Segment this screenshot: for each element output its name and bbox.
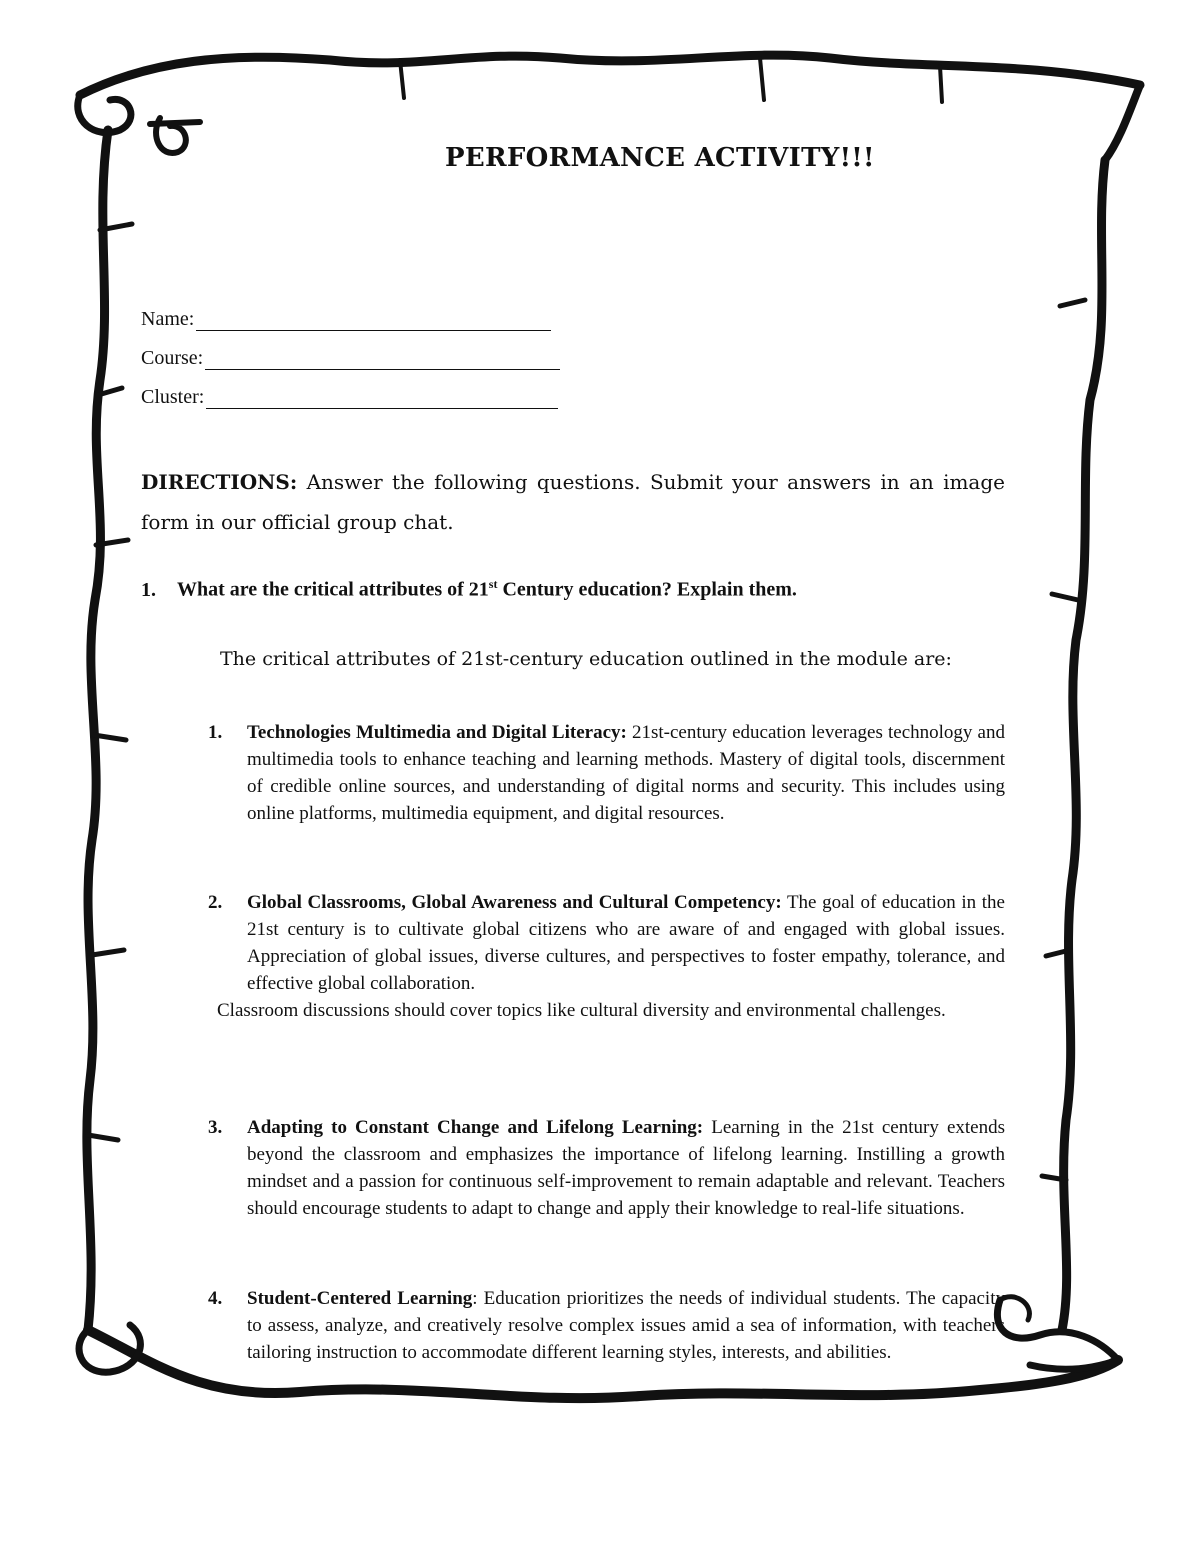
attribute-term: Global Classrooms, Global Awareness and Cultural Competency: — [247, 892, 782, 913]
directions — [141, 462, 1005, 542]
question-text-end: Century education? Explain them. — [497, 578, 797, 601]
attribute-number: 1. — [208, 722, 223, 743]
question-text: What are the critical attributes of 21 — [177, 578, 489, 601]
question-superscript: st — [488, 577, 498, 591]
attribute-item — [208, 1114, 1005, 1222]
attribute-term: Adapting to Constant Change and Lifelong Learning: — [247, 1117, 704, 1138]
directions-text: Answer the following questions. Submit your answers in an image form in our official group chat. — [141, 470, 1005, 534]
attribute-item — [208, 1285, 1005, 1366]
page-title: PERFORMANCE ACTIVITY!!! — [445, 143, 875, 173]
attribute-number: 3. — [208, 1117, 223, 1138]
directions-label: DIRECTIONS: — [141, 470, 298, 494]
attribute-item — [208, 889, 1005, 1024]
attribute-number: 4. — [208, 1288, 223, 1309]
attribute-term: Technologies Multimedia and Digital Literacy: — [247, 722, 627, 743]
attribute-number: 2. — [208, 892, 223, 913]
cluster-label: Cluster: — [141, 386, 205, 408]
cluster-field[interactable] — [141, 386, 558, 409]
attribute-text: 21st-century education leverages technology and multimedia tools to enhance teaching and learning methods. Mastery of digital tools, discernment of credible online sources, and understanding of digital norms and security. This includes using online platforms, multimedia equipment, and digital resources. — [247, 722, 1005, 824]
attribute-text: The goal of education in the 21st century is to cultivate global citizens who are aware of and engaged with global issues. Appreciation of global issues, diverse cultures, and perspectives to foster empathy, tolerance, and effective global collaboration. — [247, 892, 1005, 994]
answer-intro: The critical attributes of 21st-century education outlined in the module are: — [220, 648, 952, 670]
attribute-text: : Education prioritizes the needs of individual students. The capacity to assess, analyze, and creatively resolve complex issues amid a sea of information, with teachers tailoring instruction to accommodate different learning styles, interests, and abilities. — [247, 1288, 1005, 1363]
name-blank-line[interactable] — [196, 308, 551, 331]
attribute-extra-text: Classroom discussions should cover topics like cultural diversity and environmental challenges. — [217, 1000, 946, 1021]
course-label: Course: — [141, 347, 204, 369]
question-number: 1. — [141, 578, 156, 601]
course-blank-line[interactable] — [205, 347, 560, 370]
name-field[interactable] — [141, 308, 551, 331]
cluster-blank-line[interactable] — [206, 386, 558, 409]
attribute-term: Student-Centered Learning — [247, 1288, 473, 1309]
attribute-text: Learning in the 21st century extends beyond the classroom and emphasizes the importance of lifelong learning. Instilling a growth mindset and a passion for continuous self-improvement to remain adaptable and relevant. Teachers should encourage students to adapt to change and apply their knowledge to real-life situations. — [247, 1117, 1005, 1219]
attribute-item — [208, 719, 1005, 827]
question-1 — [141, 577, 797, 602]
course-field[interactable] — [141, 347, 560, 370]
name-label: Name: — [141, 308, 195, 330]
